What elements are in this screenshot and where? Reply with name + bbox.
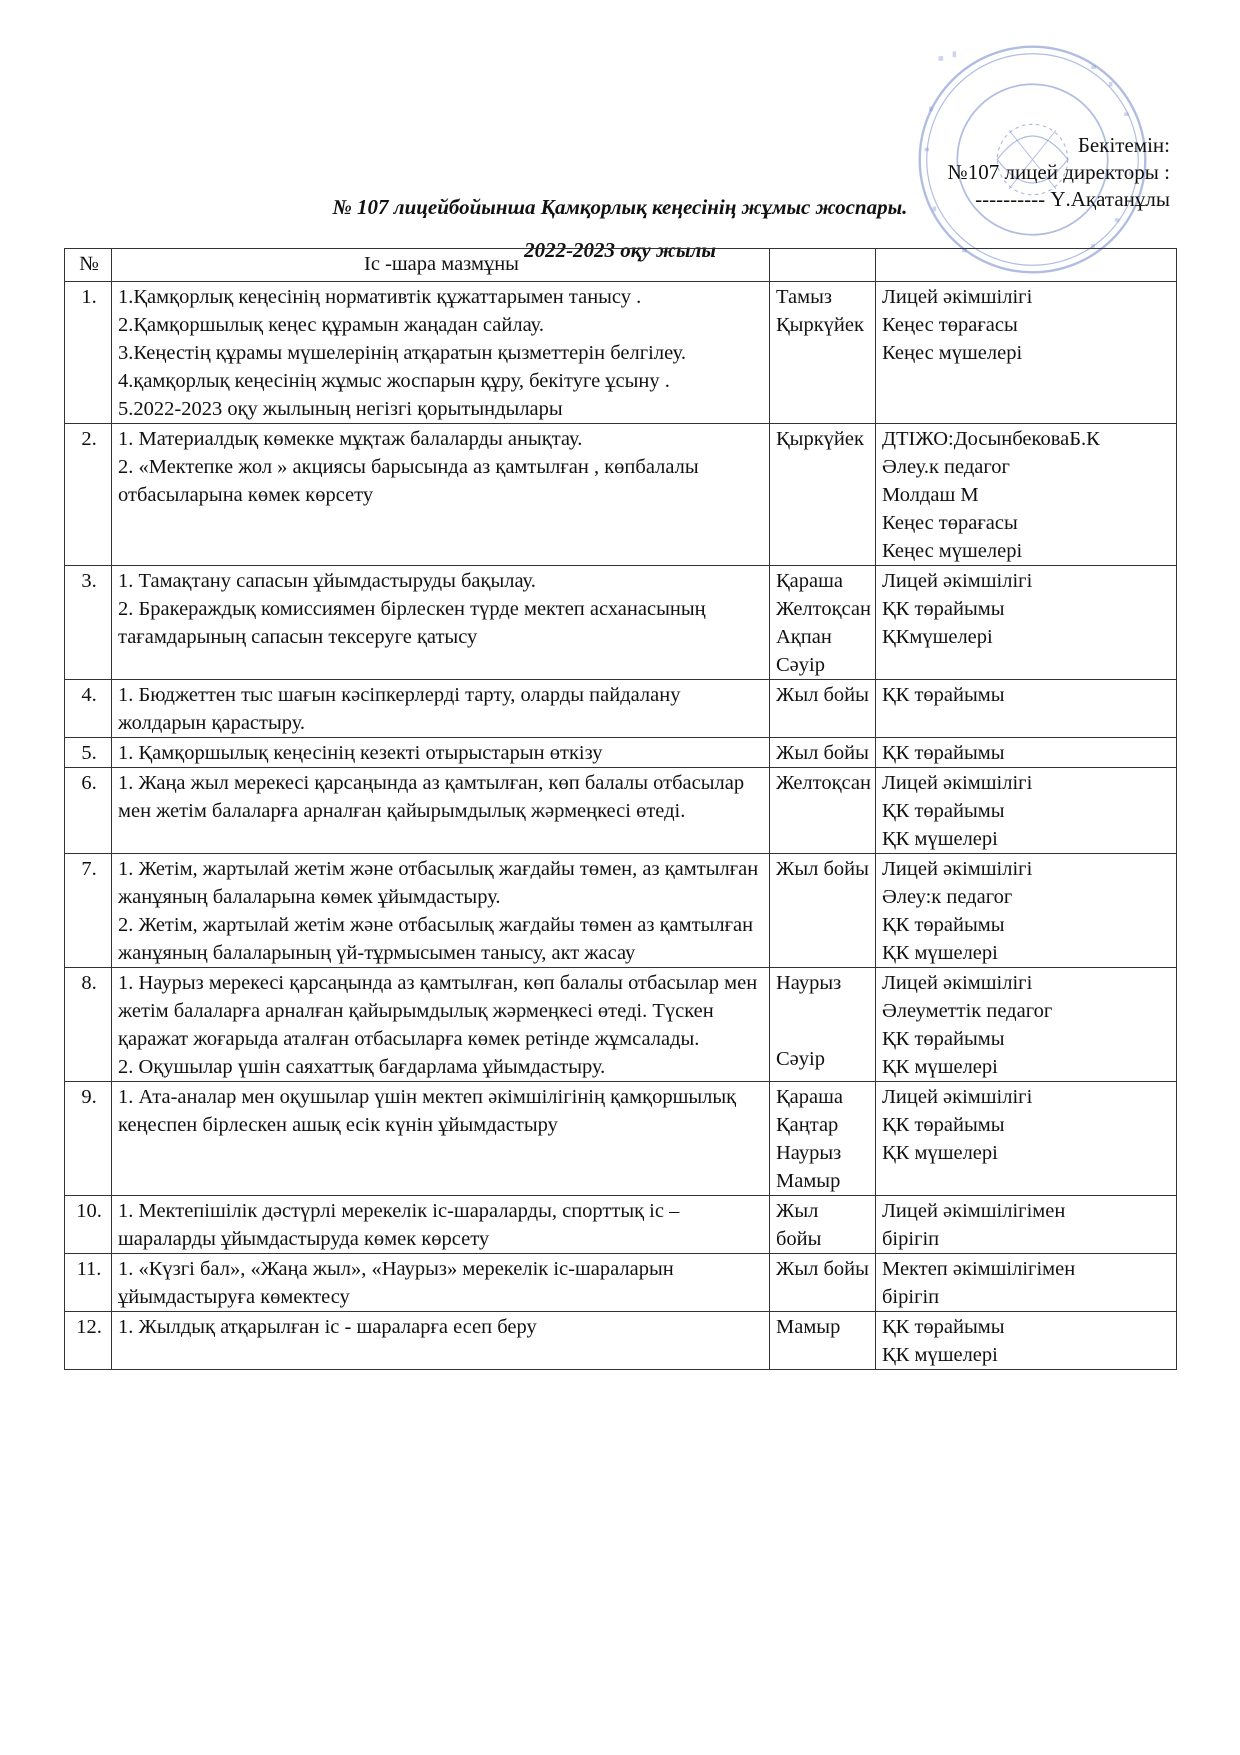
- row-time: [770, 680, 876, 738]
- approval-label: Бекітемін:: [1077, 133, 1170, 157]
- responsible-line: ҚК мүшелері: [882, 942, 998, 964]
- responsible-line: ҚК мүшелері: [882, 1056, 998, 1078]
- header-content: Іс -шара мазмұны: [112, 249, 770, 282]
- content-line: 2. «Мектепке жол » акциясы барысында аз қамтылған , көпбалалы отбасыларына көмек көрсету: [118, 456, 699, 506]
- responsible-line: Мектеп әкімшілігімен: [882, 1258, 1076, 1280]
- time-line: Наурыз: [776, 972, 842, 994]
- time-line: Наурыз: [776, 1142, 842, 1164]
- row-time: [770, 1254, 876, 1312]
- responsible-line: Кеңес мүшелері: [882, 342, 1023, 364]
- row-responsible: [876, 680, 1177, 738]
- approval-director: №107 лицей директоры :: [947, 160, 1170, 184]
- row-number: 3.: [65, 566, 112, 680]
- responsible-line: ҚК төрайымы: [882, 1028, 1005, 1050]
- page-subtitle: 2022-2023 оқу жылы: [524, 238, 716, 262]
- row-number: 2.: [65, 424, 112, 566]
- time-line: Тамыз: [776, 286, 832, 308]
- table-row: [65, 1196, 1177, 1254]
- responsible-line: бірігіп: [882, 1286, 940, 1308]
- row-number: 7.: [65, 854, 112, 968]
- time-line: Ақпан: [776, 626, 832, 648]
- row-time: [770, 282, 876, 424]
- responsible-line: ҚК мүшелері: [882, 1344, 998, 1366]
- time-line: Қараша: [776, 1086, 844, 1108]
- content-line: 2. Бракераждық комиссиямен бірлескен түрде мектеп асханасының тағамдарының сапасын тексеруге қатысу: [118, 598, 706, 648]
- row-responsible: [876, 1254, 1177, 1312]
- content-line: 1. Тамақтану сапасын ұйымдастыруды бақылау.: [118, 570, 536, 592]
- table-header-row: [65, 249, 1177, 282]
- table-row: [65, 738, 1177, 768]
- content-line: 1. Қамқоршылық кеңесінің кезекті отырыстарын өткізу: [118, 742, 603, 764]
- row-responsible: [876, 968, 1177, 1082]
- row-number: 9.: [65, 1082, 112, 1196]
- header-time: [770, 249, 876, 282]
- row-responsible: [876, 768, 1177, 854]
- header-responsible: [876, 249, 1177, 282]
- responsible-line: Лицей әкімшілігі: [882, 1086, 1033, 1108]
- responsible-line: ҚК төрайымы: [882, 1316, 1005, 1338]
- time-line: Қараша: [776, 570, 844, 592]
- content-line: 1. Ата-аналар мен оқушылар үшін мектеп әкімшілігінің қамқоршылық кеңеспен бірлескен ашық есік күнін ұйымдастыру: [118, 1086, 737, 1136]
- time-line: Жыл бойы: [776, 742, 869, 764]
- content-line: 1. Бюджеттен тыс шағын кәсіпкерлерді тарту, оларды пайдалану жолдарын қарастыру.: [118, 684, 681, 734]
- row-content: [112, 1254, 770, 1312]
- plan-table: [64, 248, 1177, 1370]
- time-line: Желтоқсан: [776, 598, 871, 620]
- responsible-line: Әлеу:к педагог: [882, 886, 1013, 908]
- content-line: 3.Кеңестің құрамы мүшелерінің атқаратын қызметтерін белгілеу.: [118, 342, 687, 364]
- row-time: [770, 738, 876, 768]
- responsible-line: ДТІЖО:ДосынбековаБ.К: [882, 428, 1100, 450]
- time-line: Жыл: [776, 1200, 819, 1222]
- row-content: [112, 768, 770, 854]
- responsible-line: Лицей әкімшілігі: [882, 570, 1033, 592]
- table-row: [65, 968, 1177, 1082]
- table-row: [65, 768, 1177, 854]
- responsible-line: Әлеу.к педагог: [882, 456, 1010, 478]
- content-line: 1. Жаңа жыл мерекесі қарсаңында аз қамтылған, көп балалы отбасылар мен жетім балаларға арналған қайырымдылық жәрмеңкесі өтеді.: [118, 772, 745, 822]
- row-number: 5.: [65, 738, 112, 768]
- content-line: 4.қамқорлық кеңесінің жұмыс жоспарын құру, бекітуге ұсыну .: [118, 370, 670, 392]
- row-content: [112, 854, 770, 968]
- content-line: 5.2022-2023 оқу жылының негізгі қорытындылары: [118, 398, 563, 420]
- row-number: 4.: [65, 680, 112, 738]
- time-line: Қыркүйек: [776, 428, 864, 450]
- content-line: 2. Оқушылар үшін саяхаттық бағдарлама ұйымдастыру.: [118, 1056, 606, 1078]
- content-line: 2.Қамқоршылық кеңес құрамын жаңадан сайлау.: [118, 314, 544, 336]
- table-row: [65, 282, 1177, 424]
- row-responsible: [876, 566, 1177, 680]
- row-content: [112, 1082, 770, 1196]
- content-line: 1. Мектепішілік дәстүрлі мерекелік іс-шараларды, спорттық іс –шараларды ұйымдастыруда көмек көрсету: [118, 1200, 680, 1250]
- row-responsible: [876, 424, 1177, 566]
- row-time: [770, 424, 876, 566]
- time-spacer: [776, 997, 871, 1045]
- responsible-line: ҚК төрайымы: [882, 914, 1005, 936]
- table-row: [65, 1254, 1177, 1312]
- content-line: 1. «Күзгі бал», «Жаңа жыл», «Наурыз» мерекелік іс-шараларын ұйымдастыруға көмектесу: [118, 1258, 674, 1308]
- row-time: [770, 1082, 876, 1196]
- row-number: 8.: [65, 968, 112, 1082]
- responsible-line: ҚК төрайымы: [882, 742, 1005, 764]
- row-content: [112, 738, 770, 768]
- row-responsible: [876, 1312, 1177, 1370]
- row-number: 10.: [65, 1196, 112, 1254]
- responsible-line: ҚК төрайымы: [882, 1114, 1005, 1136]
- row-number: 11.: [65, 1254, 112, 1312]
- row-time: [770, 1312, 876, 1370]
- row-time: [770, 768, 876, 854]
- time-line: Қыркүйек: [776, 314, 864, 336]
- time-line: Мамыр: [776, 1170, 841, 1192]
- row-content: [112, 566, 770, 680]
- responsible-line: ҚК төрайымы: [882, 684, 1005, 706]
- row-responsible: [876, 854, 1177, 968]
- responsible-line: ҚК мүшелері: [882, 1142, 998, 1164]
- content-line: 1. Жылдық атқарылған іс - шараларға есеп беру: [118, 1316, 537, 1338]
- row-content: [112, 1196, 770, 1254]
- row-content: [112, 968, 770, 1082]
- row-time: [770, 854, 876, 968]
- approval-signature: ---------- Ү.Ақатанұлы: [975, 187, 1170, 211]
- row-responsible: [876, 1082, 1177, 1196]
- responsible-line: Кеңес мүшелері: [882, 540, 1023, 562]
- responsible-line: Лицей әкімшілігі: [882, 972, 1033, 994]
- header-number: №: [65, 249, 112, 282]
- row-time: [770, 566, 876, 680]
- row-content: [112, 1312, 770, 1370]
- row-content: [112, 424, 770, 566]
- time-line: Жыл бойы: [776, 684, 869, 706]
- responsible-line: Лицей әкімшілігі: [882, 286, 1033, 308]
- time-line: Желтоқсан: [776, 772, 871, 794]
- table-row: [65, 424, 1177, 566]
- content-line: 1. Жетім, жартылай жетім және отбасылық жағдайы төмен, аз қамтылған жанұяның балаларына көмек ұйымдастыру.: [118, 858, 759, 908]
- row-responsible: [876, 1196, 1177, 1254]
- row-responsible: [876, 282, 1177, 424]
- responsible-line: Әлеуметтік педагог: [882, 1000, 1053, 1022]
- time-line: Сәуір: [776, 1048, 825, 1070]
- row-content: [112, 680, 770, 738]
- row-time: [770, 968, 876, 1082]
- time-line: Сәуір: [776, 654, 825, 676]
- responsible-line: бірігіп: [882, 1228, 940, 1250]
- time-line: Мамыр: [776, 1316, 841, 1338]
- row-number: 12.: [65, 1312, 112, 1370]
- time-line: бойы: [776, 1228, 822, 1250]
- responsible-line: ҚК мүшелері: [882, 828, 998, 850]
- table-row: [65, 1312, 1177, 1370]
- time-line: Қаңтар: [776, 1114, 839, 1136]
- table-row: [65, 680, 1177, 738]
- row-responsible: [876, 738, 1177, 768]
- responsible-line: ҚК төрайымы: [882, 598, 1005, 620]
- responsible-line: Лицей әкімшілігі: [882, 772, 1033, 794]
- table-row: [65, 566, 1177, 680]
- content-line: 2. Жетім, жартылай жетім және отбасылық жағдайы төмен аз қамтылған жанұяның балаларының үй-тұрмысымен танысу, акт жасау: [118, 914, 754, 964]
- table-row: [65, 1082, 1177, 1196]
- responsible-line: Кеңес төрағасы: [882, 314, 1018, 336]
- responsible-line: Лицей әкімшілігі: [882, 858, 1033, 880]
- time-line: Жыл бойы: [776, 858, 869, 880]
- page-title: № 107 лицейбойынша Қамқорлық кеңесінің жұмыс жоспары.: [332, 195, 908, 219]
- responsible-line: Кеңес төрағасы: [882, 512, 1018, 534]
- row-number: 1.: [65, 282, 112, 424]
- row-number: 6.: [65, 768, 112, 854]
- row-content: [112, 282, 770, 424]
- responsible-line: Лицей әкімшілігімен: [882, 1200, 1066, 1222]
- content-line: 1. Наурыз мерекесі қарсаңында аз қамтылған, көп балалы отбасылар мен жетім балаларға арналған қайырымдылық жәрмеңкесі өтеді. Түскен қаражат жоғарыда аталған отбасыларға көмек ретінде жұмсалады.: [118, 972, 758, 1050]
- content-line: 1. Материалдық көмекке мұқтаж балаларды анықтау.: [118, 428, 583, 450]
- responsible-line: Молдаш М: [882, 484, 979, 506]
- responsible-line: ҚК төрайымы: [882, 800, 1005, 822]
- table-row: [65, 854, 1177, 968]
- time-line: Жыл бойы: [776, 1258, 869, 1280]
- content-line: 1.Қамқорлық кеңесінің нормативтік құжаттарымен танысу .: [118, 286, 642, 308]
- row-time: [770, 1196, 876, 1254]
- responsible-line: ҚКмүшелері: [882, 626, 993, 648]
